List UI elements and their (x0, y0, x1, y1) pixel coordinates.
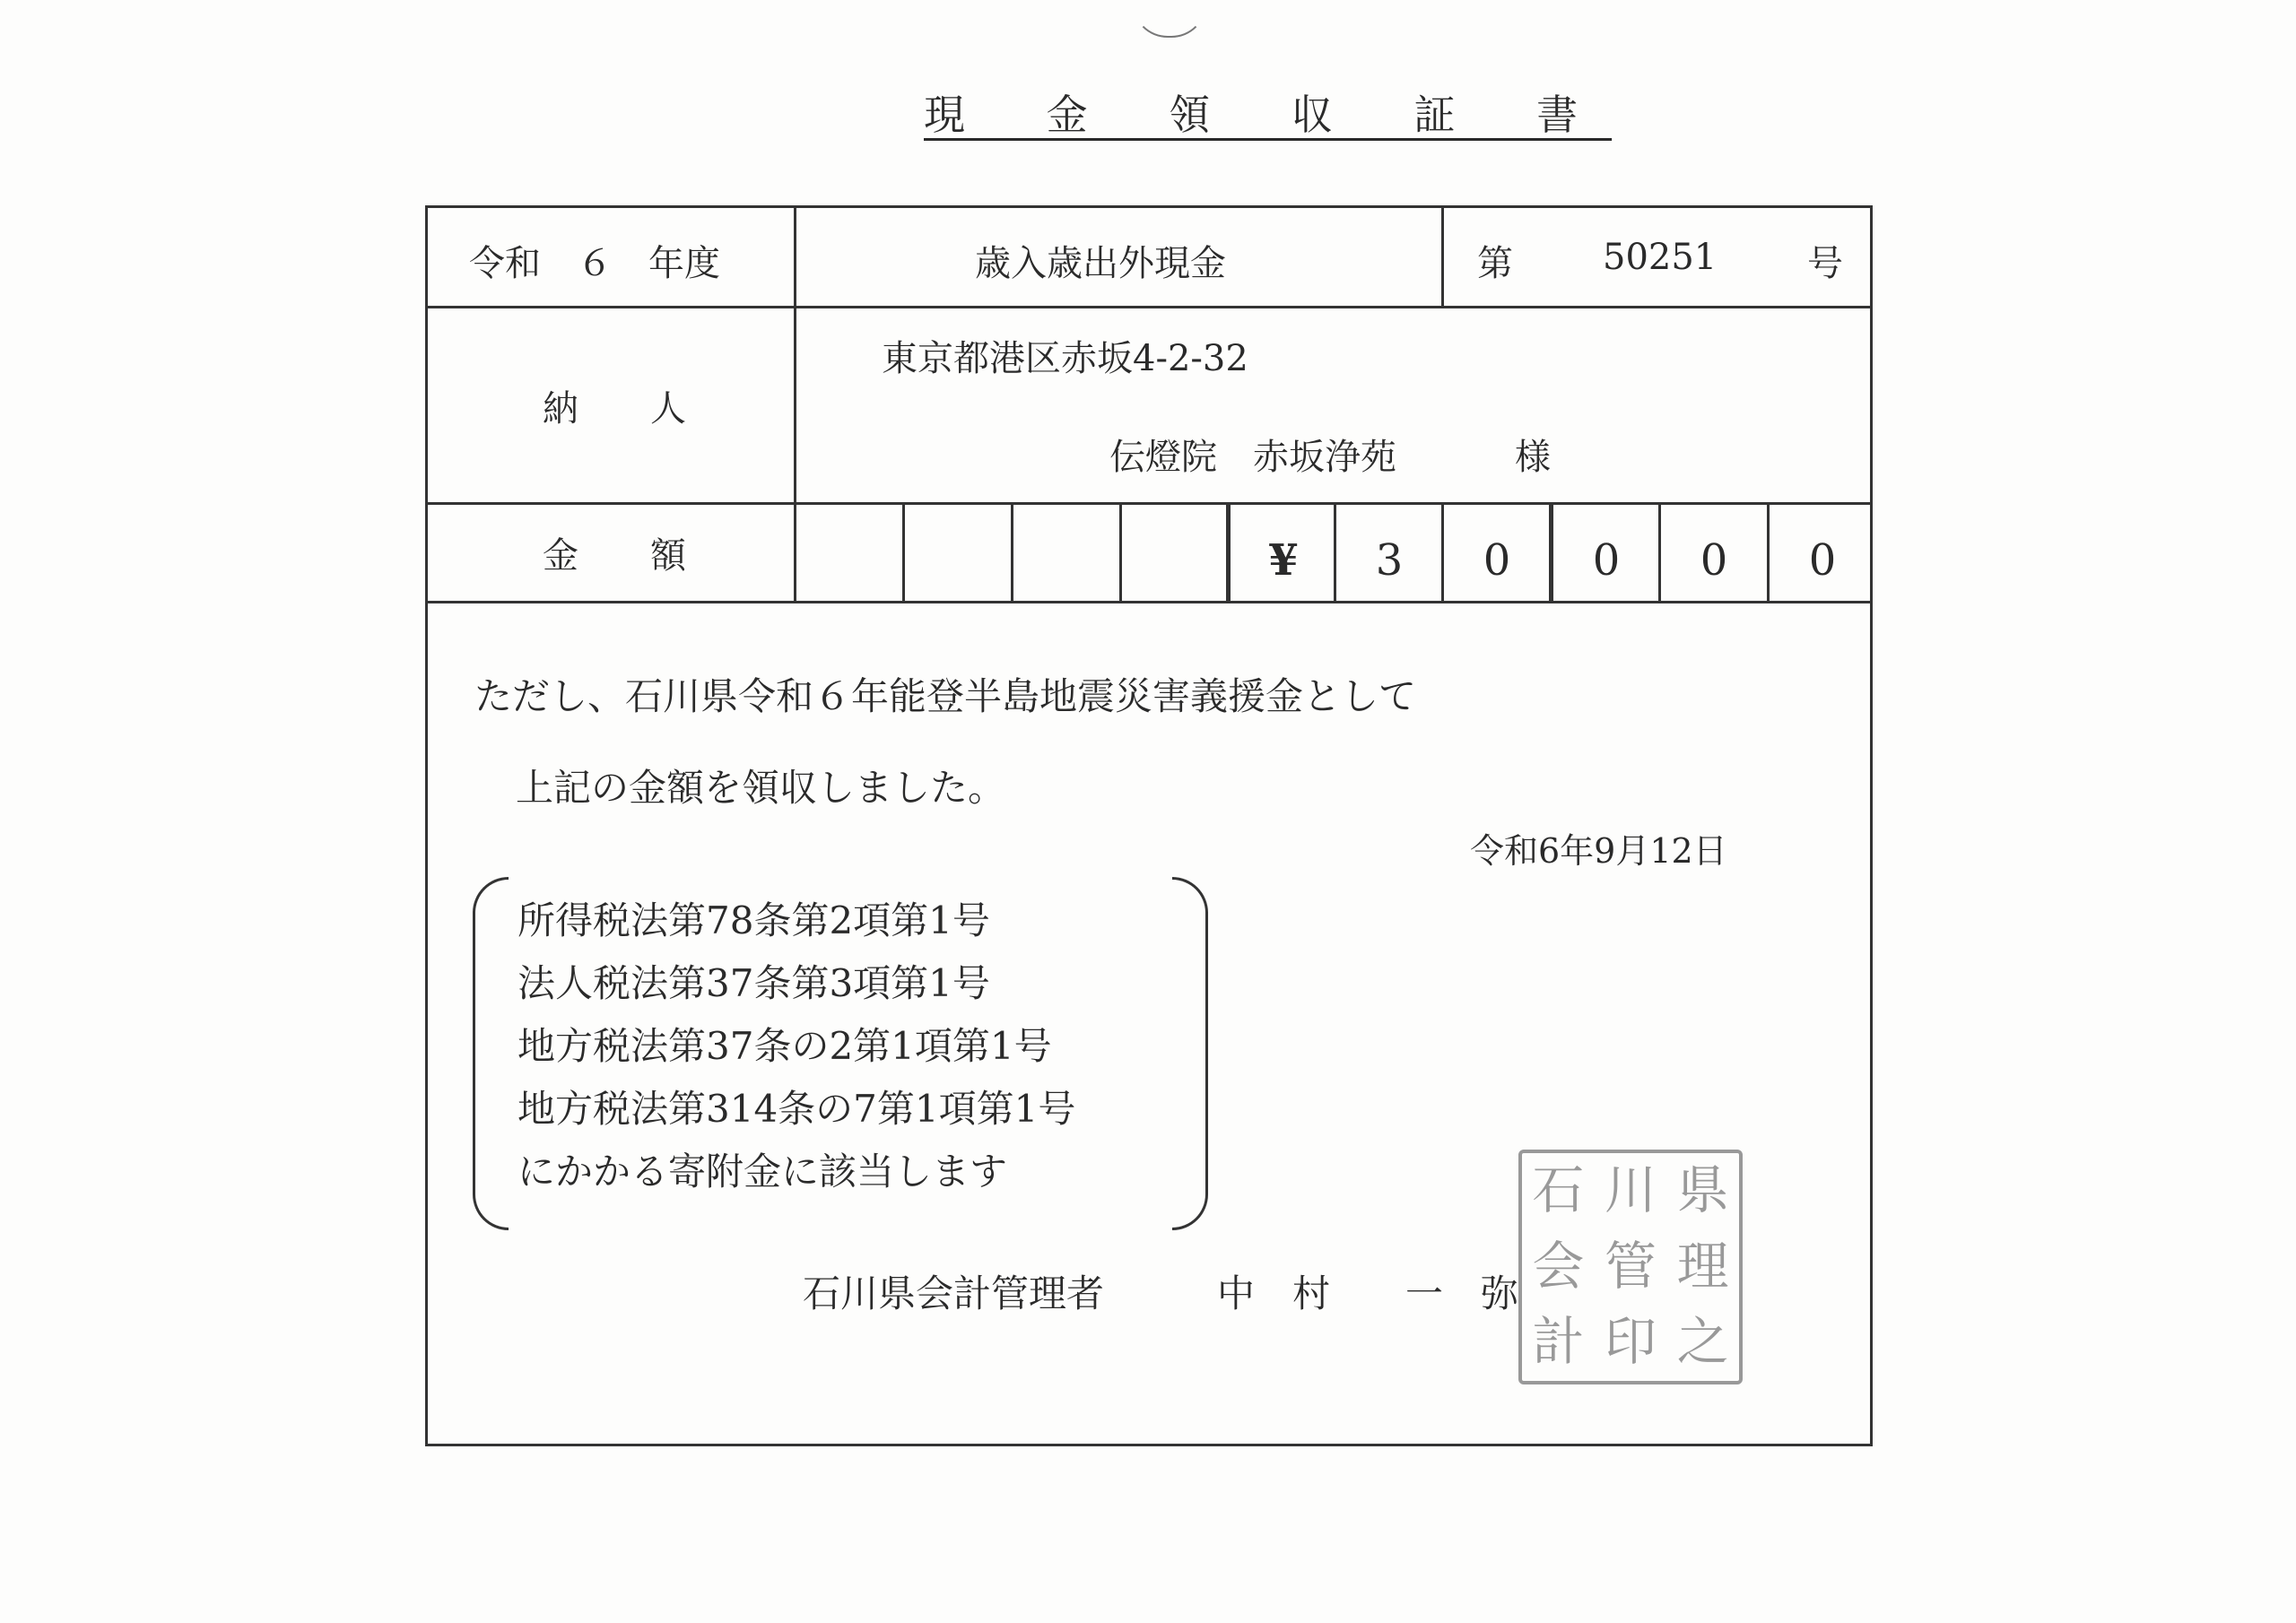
signer-title: 石川県会計管理者 (803, 1271, 1105, 1315)
law-item: 所得税法第78条第2項第1号 (517, 898, 990, 942)
fiscal-year: 令和 ６ 年度 (469, 243, 720, 284)
payer-label: 納 人 (543, 388, 686, 430)
receipt-form (425, 205, 1873, 1446)
row-divider (428, 306, 1870, 308)
amount-label: 金 額 (543, 535, 686, 577)
amount-digit (905, 513, 1011, 608)
yen-sign: ¥ (1268, 535, 1299, 586)
amount-digit (1013, 513, 1119, 608)
payer-name: 伝燈院 赤坂浄苑 (1109, 437, 1396, 478)
purpose-text: ただし、石川県令和６年能登半島地震災害義援金として (474, 674, 1417, 718)
amount-digit (796, 513, 902, 608)
payer-address: 東京都港区赤坂4-2-32 (882, 338, 1248, 379)
column-divider (1441, 208, 1444, 306)
law-item: 法人税法第37条第3項第1号 (517, 961, 990, 1005)
category-label: 歳入歳出外現金 (975, 243, 1226, 284)
punch-hole-mark (1132, 0, 1207, 38)
law-item: 地方税法第37条の2第1項第1号 (517, 1024, 1052, 1068)
amount-digit (1122, 513, 1228, 608)
payer-honorific: 様 (1515, 437, 1551, 478)
amount-digit: 3 (1375, 535, 1404, 586)
official-seal: 石 川 県 会 管 理 計 印 之 (1518, 1150, 1743, 1384)
receipt-number: 50251 (1603, 237, 1718, 278)
law-bracket-left (473, 877, 509, 1230)
amount-digit: 0 (1592, 535, 1621, 586)
amount-digit: 0 (1483, 535, 1511, 586)
amount-digit: 0 (1808, 535, 1837, 586)
row-divider (428, 502, 1870, 505)
law-item: にかかる寄附金に該当します (517, 1150, 1008, 1193)
law-bracket-right (1172, 877, 1208, 1230)
signer-name: 中 村 一 弥 (1217, 1271, 1519, 1315)
document-title: 現 金 領 収 証 書 (924, 91, 1613, 139)
amount-digit: 0 (1700, 535, 1728, 586)
law-item: 地方税法第314条の7第1項第1号 (517, 1087, 1076, 1131)
number-prefix: 第 (1477, 243, 1513, 284)
receipt-date: 令和6年9月12日 (1470, 831, 1727, 871)
number-suffix: 号 (1807, 243, 1843, 284)
receipt-confirmation: 上記の金額を領収しました。 (516, 766, 1006, 810)
